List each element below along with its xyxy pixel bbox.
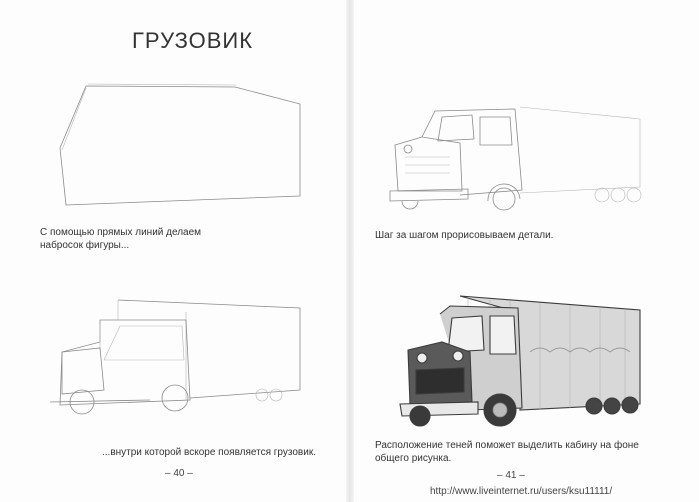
sketch-step-2-truck xyxy=(0,290,349,470)
caption-step-3: Шаг за шагом прорисовываем детали. xyxy=(375,230,554,241)
left-page xyxy=(0,0,349,502)
page-number: – 40 – xyxy=(165,468,193,479)
page-title: ГРУЗОВИК xyxy=(132,28,254,53)
caption-step-4: Расположение теней поможет выделить кабину на фоне общего рисунка. xyxy=(375,440,639,464)
caption-step-2: ...внутри которой вскоре появляется грузовик. xyxy=(102,447,316,458)
right-page xyxy=(350,0,699,502)
sketch-step-3-detailed-truck xyxy=(350,95,699,225)
page-number: – 41 – xyxy=(497,470,525,481)
sketch-step-4-shaded-truck xyxy=(350,292,699,442)
sketch-step-1-outline xyxy=(0,0,349,240)
watermark-url: http://www.liveinternet.ru/users/ksu11111/ xyxy=(430,486,613,497)
caption-step-1: С помощью прямых линий делаем набросок фигуры... xyxy=(40,227,202,251)
